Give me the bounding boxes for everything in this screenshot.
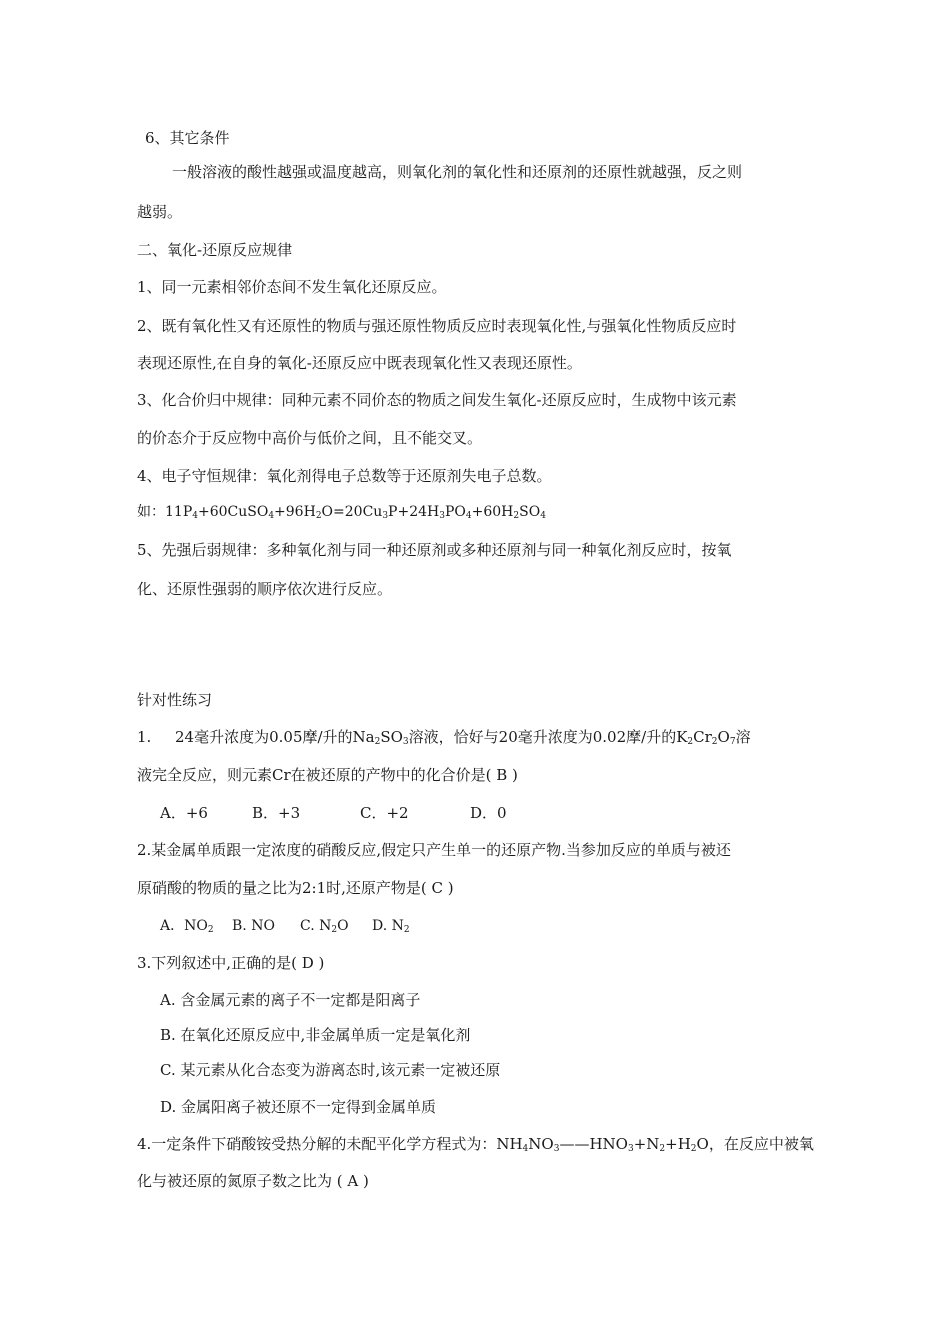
section-2-title: 二、氧化-还原反应规律 — [137, 241, 293, 259]
q2-option-a: A．$NO_2$ — [160, 918, 214, 935]
rule-1: 1、同一元素相邻价态间不发生氧化还原反应。 — [137, 278, 447, 296]
question-1-options — [160, 803, 507, 823]
question-4-line-2: 化与被还原的氮原子数之比为 ( A ) — [137, 1172, 369, 1190]
q3-option-b: B. 在氧化还原反应中,非金属单质一定是氧化剂 — [160, 1026, 471, 1044]
rule-3-line-1: 3、化合价归中规律：同种元素不同价态的物质之间发生氧化-还原反应时，生成物中该元素 — [137, 391, 737, 409]
q1-option-c: C．+2 — [360, 804, 409, 822]
question-3-line-1: 3.下列叙述中,正确的是( D ) — [137, 954, 325, 972]
q3-option-d: D. 金属阳离子被还原不一定得到金属单质 — [160, 1098, 437, 1116]
question-1-line-2: 液完全反应，则元素Cr在被还原的产物中的化合价是( B ) — [137, 766, 518, 784]
question-1-line-1: 1. 24毫升浓度为0.05摩/升的$Na_2SO_3$溶液，恰好与20毫升浓度为0.02摩/升的$K_2Cr_2O_7$溶 — [137, 728, 751, 747]
q2-option-b: B. NO — [232, 918, 275, 934]
question-2-options — [160, 916, 410, 936]
practice-title: 针对性练习 — [137, 691, 213, 709]
rule-3-line-2: 的价态介于反应物中高价与低价之间，且不能交叉。 — [137, 429, 483, 447]
rule-2-line-1: 2、既有氧化性又有还原性的物质与强还原性物质反应时表现氧化性,与强氧化性物质反应时 — [137, 317, 737, 335]
section-6-title: 6、其它条件 — [145, 129, 230, 147]
example-equation: 如：$11P_4+60CuSO_4+96H_2O=20Cu_3P+24H_3PO_4+60H_2SO_4$ — [137, 504, 546, 521]
rule-5-line-2: 化、还原性强弱的顺序依次进行反应。 — [137, 580, 393, 598]
rule-2-line-2: 表现还原性,在自身的氧化-还原反应中既表现氧化性又表现还原性。 — [137, 354, 582, 372]
q1-option-a: A．+6 — [160, 804, 208, 822]
q1-option-b: B．+3 — [252, 804, 301, 822]
q3-option-c: C. 某元素从化合态变为游离态时,该元素一定被还原 — [160, 1061, 501, 1079]
q3-option-a: A. 含金属元素的离子不一定都是阳离子 — [160, 991, 421, 1009]
question-4-line-1: 4.一定条件下硝酸铵受热分解的未配平化学方程式为：$NH_4NO_3——HNO_3+N_2+H_2O$，在反应中被氧 — [137, 1135, 814, 1154]
rule-5-line-1: 5、先强后弱规律：多种氧化剂与同一种还原剂或多种还原剂与同一种氧化剂反应时，按氧 — [137, 541, 732, 559]
rule-4: 4、电子守恒规律：氧化剂得电子总数等于还原剂失电子总数。 — [137, 467, 552, 485]
question-2-line-2: 原硝酸的物质的量之比为2:1时,还原产物是( C ) — [137, 879, 454, 897]
q2-option-d: D. $N_2$ — [372, 918, 410, 935]
question-2-line-1: 2.某金属单质跟一定浓度的硝酸反应,假定只产生单一的还原产物.当参加反应的单质与被还 — [137, 841, 731, 859]
q2-option-c: C. $N_2O$ — [300, 918, 349, 935]
q1-option-d: D．0 — [470, 804, 507, 822]
section-6-body-line-1: 一般溶液的酸性越强或温度越高，则氧化剂的氧化性和还原剂的还原性就越强，反之则 — [172, 163, 743, 181]
section-6-body-line-2: 越弱。 — [137, 203, 183, 221]
